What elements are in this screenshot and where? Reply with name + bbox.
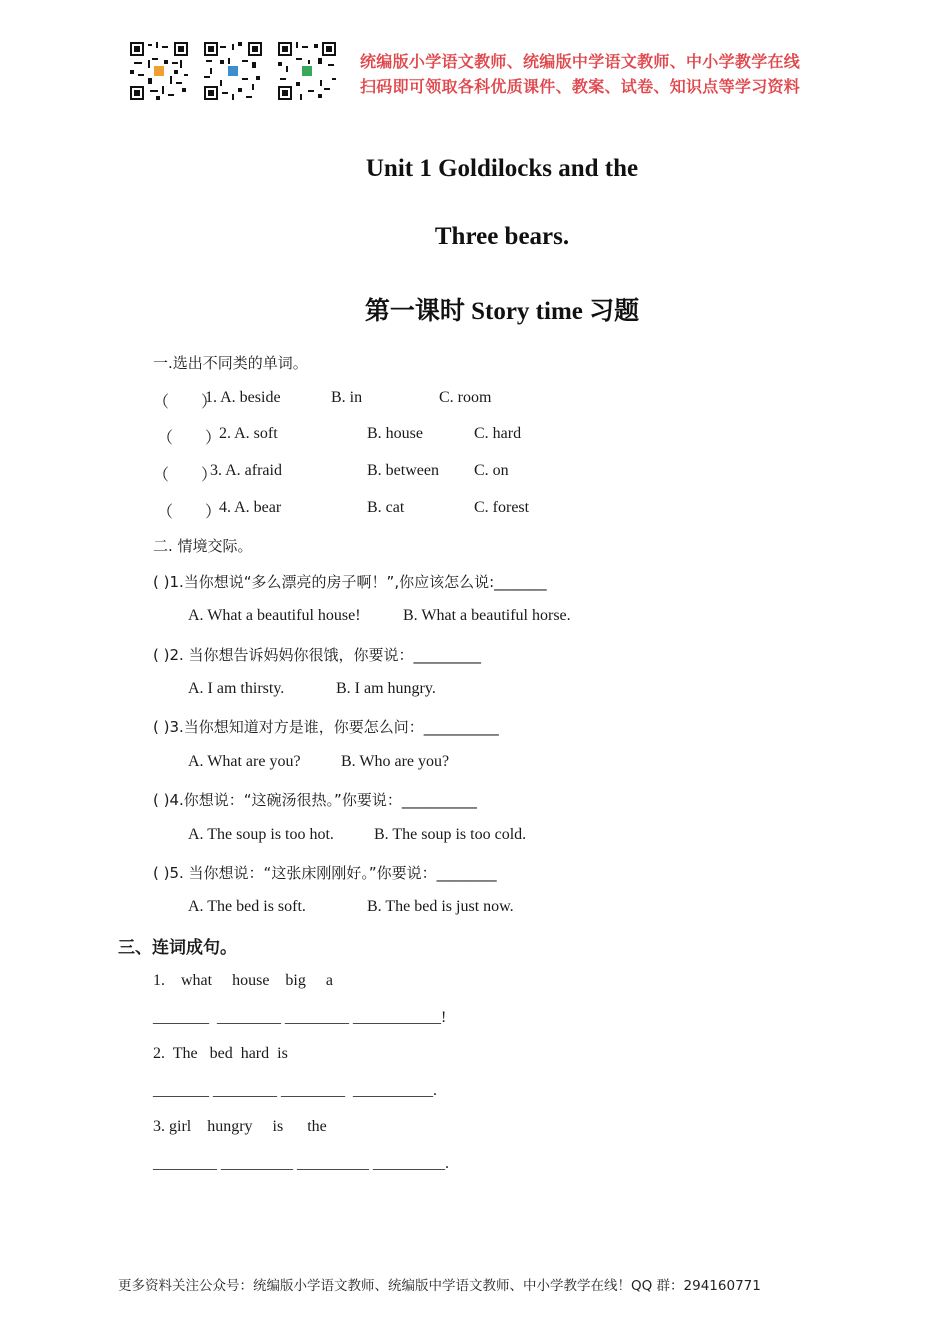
- option-c: C. hard: [474, 425, 522, 442]
- section1-heading: 一.选出不同类的单词。: [153, 354, 308, 372]
- option-c: C. room: [439, 389, 492, 406]
- option-b: B. house: [367, 425, 423, 442]
- header-promo-line-1: 统编版小学语文教师、统编版中学语文教师、中小学教学在线: [360, 52, 801, 71]
- option-c: C. on: [474, 462, 509, 479]
- question-1-option-b: B. What a beautiful horse.: [403, 607, 571, 624]
- answer-paren[interactable]: （ ）: [157, 430, 222, 447]
- question-5: ( )5. 当你想说：“这张床刚刚好。”你要说：________: [153, 864, 497, 882]
- question-4-option-a: A. The soup is too hot.: [188, 826, 334, 843]
- answer-paren[interactable]: （ ）: [153, 467, 218, 484]
- question-3-option-a: A. What are you?: [188, 753, 301, 770]
- option-a: 4. A. bear: [219, 499, 282, 516]
- option-a: 1. A. beside: [205, 389, 281, 406]
- title-line-3: 第一课时 Story time 习题: [364, 298, 640, 325]
- qr-code-2: [204, 42, 262, 100]
- qr-code-1: [130, 42, 188, 100]
- option-a: 3. A. afraid: [210, 462, 282, 479]
- question-1-option-a: A. What a beautiful house!: [188, 607, 361, 624]
- sentence-1-words: 1. what house big a: [153, 972, 333, 989]
- question-4: ( )4.你想说：“这碗汤很热。”你要说：__________: [153, 791, 477, 809]
- question-4-option-b: B. The soup is too cold.: [374, 826, 527, 843]
- option-c: C. forest: [474, 499, 530, 516]
- header-promo-line-2: 扫码即可领取各科优质课件、教案、试卷、知识点等学习资料: [360, 77, 801, 96]
- title-line-1: Unit 1 Goldilocks and the: [365, 155, 639, 182]
- question-2-option-a: A. I am thirsty.: [188, 680, 285, 697]
- sentence-1-blanks[interactable]: _______ ________ ________ ___________!: [153, 1009, 447, 1026]
- qr-code-3: [278, 42, 336, 100]
- sentence-2-words: 2. The bed hard is: [153, 1045, 288, 1062]
- answer-paren[interactable]: （ ）: [157, 504, 222, 521]
- footer-note: 更多资料关注公众号：统编版小学语文教师、统编版中学语文教师、中小学教学在线！QQ 群：294160771: [118, 1278, 761, 1294]
- question-3-option-b: B. Who are you?: [341, 753, 450, 770]
- sentence-2-blanks[interactable]: _______ ________ ________ __________.: [153, 1082, 437, 1099]
- section3-heading: 三、连词成句。: [118, 938, 237, 958]
- question-2-option-b: B. I am hungry.: [336, 680, 436, 697]
- question-2: ( )2. 当你想告诉妈妈你很饿，你要说：_________: [153, 646, 482, 664]
- option-b: B. between: [367, 462, 439, 479]
- section2-heading: 二. 情境交际。: [153, 537, 253, 555]
- answer-paren[interactable]: （ ）: [153, 394, 218, 411]
- option-b: B. cat: [367, 499, 405, 516]
- question-5-option-b: B. The bed is just now.: [367, 898, 514, 915]
- title-line-2: Three bears.: [434, 223, 570, 250]
- question-5-option-a: A. The bed is soft.: [188, 898, 306, 915]
- option-a: 2. A. soft: [219, 425, 278, 442]
- option-b: B. in: [331, 389, 363, 406]
- sentence-3-blanks[interactable]: ________ _________ _________ _________.: [153, 1155, 449, 1172]
- question-1: ( )1.当你想说“多么漂亮的房子啊！”,你应该怎么说:_______: [153, 573, 547, 591]
- sentence-3-words: 3. girl hungry is the: [153, 1118, 327, 1135]
- question-3: ( )3.当你想知道对方是谁，你要怎么问：__________: [153, 718, 499, 736]
